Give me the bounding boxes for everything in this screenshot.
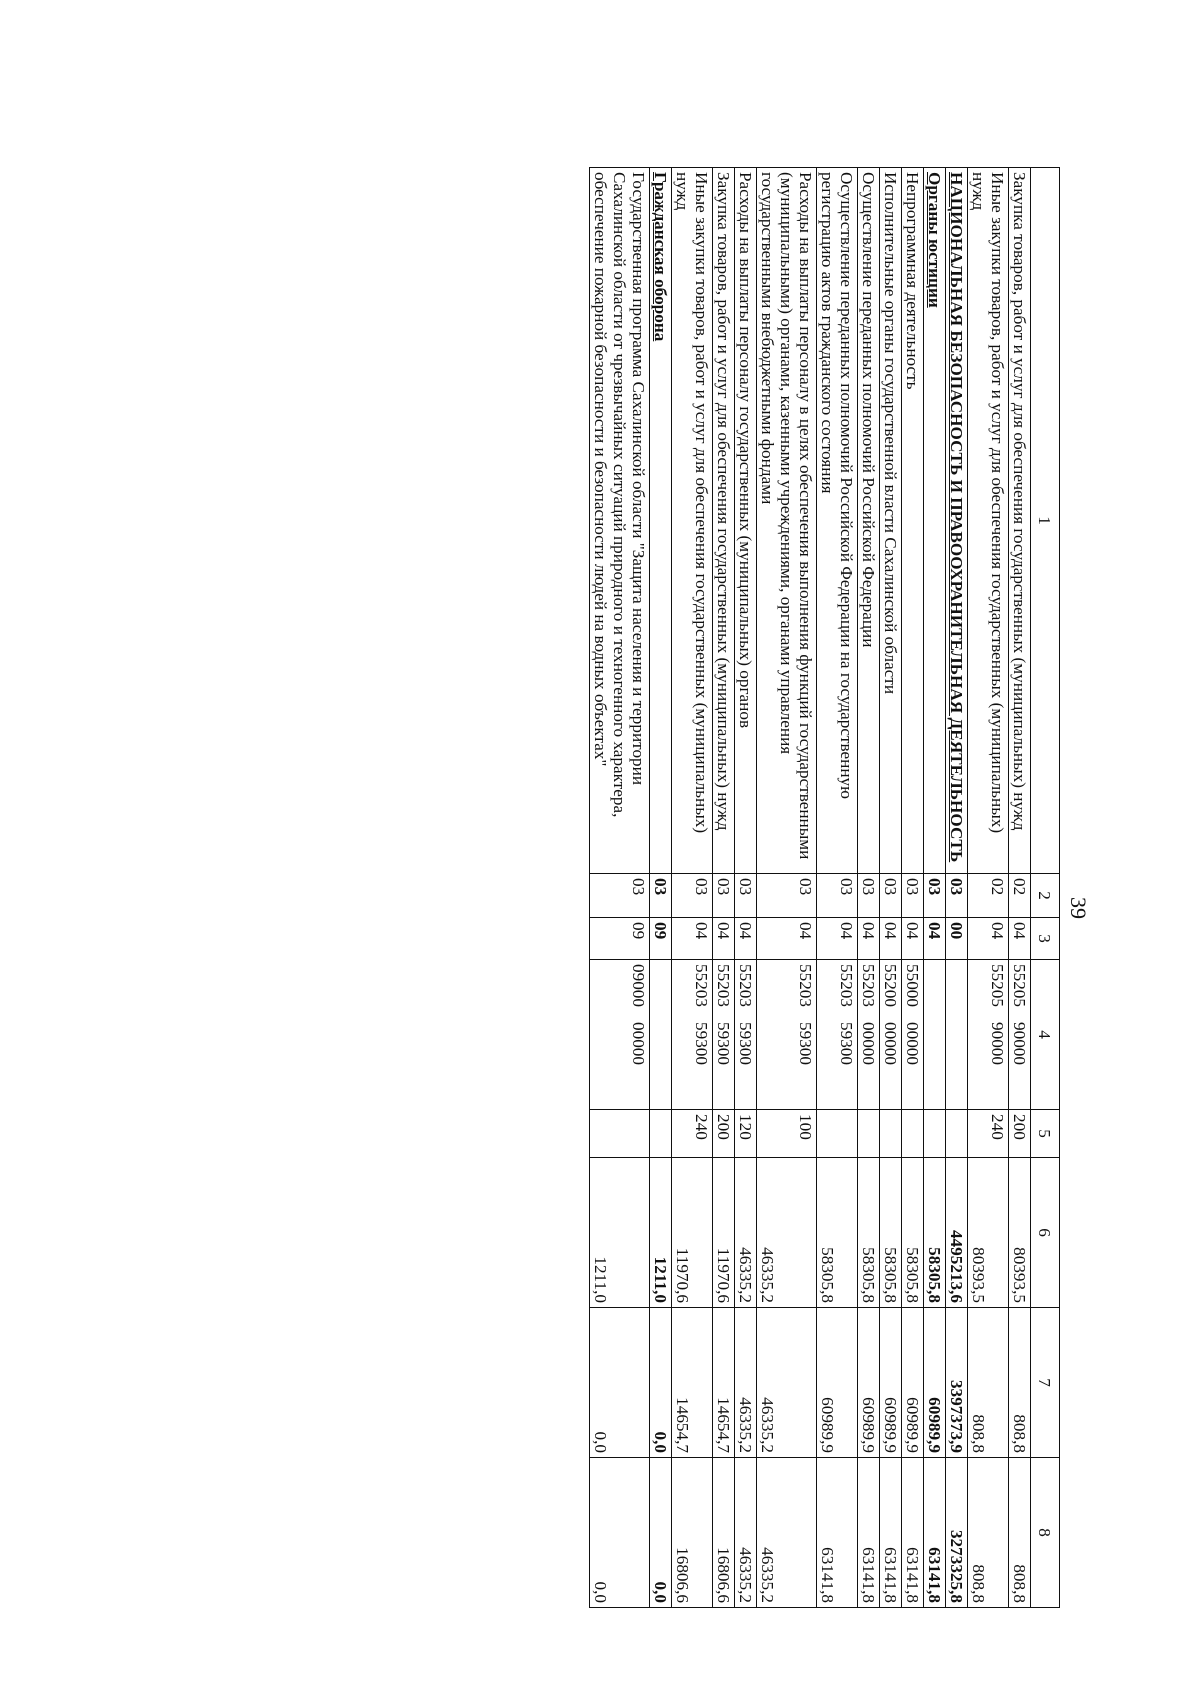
amount-col-8: 46335,2 (735, 1458, 757, 1608)
target-article-code (817, 960, 858, 1110)
section-code: 03 (946, 874, 968, 918)
amount-col-7: 14654,7 (672, 1308, 713, 1458)
section-code: 03 (735, 874, 757, 918)
target-article-code (946, 960, 968, 1110)
target-article-code (968, 960, 1009, 1110)
amount-col-6: 58305,8 (880, 1158, 902, 1308)
budget-table (589, 167, 1060, 1608)
subsection-code: 04 (858, 918, 880, 960)
target-article-code (902, 960, 924, 1110)
amount-col-6: 4495213,6 (946, 1158, 968, 1308)
column-header: 5 (1031, 1110, 1060, 1158)
expense-type-code: 100 (757, 1110, 817, 1158)
target-article-code (757, 960, 817, 1110)
expense-type-code (924, 1110, 946, 1158)
amount-col-8: 63141,8 (902, 1458, 924, 1608)
amount-col-6: 58305,8 (902, 1158, 924, 1308)
target-article-part-b: 00000 (881, 1022, 900, 1065)
amount-col-8: 16806,6 (672, 1458, 713, 1608)
section-code: 03 (672, 874, 713, 918)
subsection-code: 04 (672, 918, 713, 960)
target-article-part-a: 55200 (881, 964, 900, 1007)
amount-col-7: 0,0 (590, 1308, 650, 1458)
row-name: Государственная программа Сахалинской области "Защита населения и территории Сахалинской области от чрезвычайных ситуаций природного и техногенного характера, обеспечение пожарной безопасности и безопасности людей на водных объектах" (590, 168, 650, 874)
amount-col-7: 60989,9 (880, 1308, 902, 1458)
target-article-code (735, 960, 757, 1110)
subsection-code: 04 (880, 918, 902, 960)
target-article-part-b: 00000 (859, 1022, 878, 1065)
target-article-part-a: 55203 (692, 964, 711, 1007)
target-article-part-b: 59300 (736, 1022, 755, 1065)
row-name: Иные закупки товаров, работ и услуг для обеспечения государственных (муниципальных) нужд (968, 168, 1009, 874)
target-article-part-a: 09000 (629, 964, 648, 1007)
table-row (735, 168, 757, 1608)
amount-col-7: 808,8 (968, 1308, 1009, 1458)
expense-type-code: 200 (1009, 1110, 1031, 1158)
expense-type-code (880, 1110, 902, 1158)
target-article-part-b: 00000 (629, 1022, 648, 1065)
row-name: Гражданская оборона (650, 168, 672, 874)
row-name: Расходы на выплаты персоналу в целях обеспечения выполнения функций государственными (муниципальными) органами, казенными учреждениями, органами управления государственными внебюджетными фондами (757, 168, 817, 874)
target-article-code (590, 960, 650, 1110)
amount-col-8: 63141,8 (880, 1458, 902, 1608)
expense-type-code (902, 1110, 924, 1158)
expense-type-code: 240 (968, 1110, 1009, 1158)
subsection-code: 04 (817, 918, 858, 960)
table-row (590, 168, 650, 1608)
table-row (880, 168, 902, 1608)
page-number: 39 (1066, 897, 1091, 919)
target-article-code (858, 960, 880, 1110)
expense-type-code (590, 1110, 650, 1158)
target-article-part-a: 55205 (1010, 964, 1029, 1007)
amount-col-7: 0,0 (650, 1308, 672, 1458)
section-code: 03 (757, 874, 817, 918)
amount-col-6: 1211,0 (650, 1158, 672, 1308)
target-article-part-a: 55203 (736, 964, 755, 1007)
amount-col-6: 80393,5 (1009, 1158, 1031, 1308)
column-header: 3 (1031, 918, 1060, 960)
target-article-code (924, 960, 946, 1110)
expense-type-code (946, 1110, 968, 1158)
amount-col-6: 46335,2 (757, 1158, 817, 1308)
expense-type-code (817, 1110, 858, 1158)
amount-col-8: 46335,2 (757, 1458, 817, 1608)
amount-col-6: 80393,5 (968, 1158, 1009, 1308)
subsection-code: 04 (902, 918, 924, 960)
target-article-part-b: 59300 (796, 1022, 815, 1065)
target-article-code (650, 960, 672, 1110)
subsection-code: 09 (590, 918, 650, 960)
expense-type-code: 240 (672, 1110, 713, 1158)
column-header: 1 (1031, 168, 1060, 874)
amount-col-7: 60989,9 (902, 1308, 924, 1458)
table-row (946, 168, 968, 1608)
target-article-part-a: 55203 (837, 964, 856, 1007)
section-code: 02 (968, 874, 1009, 918)
target-article-part-a: 55203 (714, 964, 733, 1007)
target-article-part-b: 59300 (837, 1022, 856, 1065)
amount-col-8: 63141,8 (924, 1458, 946, 1608)
section-code: 03 (902, 874, 924, 918)
subsection-code: 04 (757, 918, 817, 960)
amount-col-8: 16806,6 (713, 1458, 735, 1608)
section-code: 03 (924, 874, 946, 918)
row-name: Иные закупки товаров, работ и услуг для обеспечения государственных (муниципальных) нужд (672, 168, 713, 874)
column-header: 6 (1031, 1158, 1060, 1308)
amount-col-7: 60989,9 (858, 1308, 880, 1458)
amount-col-6: 46335,2 (735, 1158, 757, 1308)
table-row (713, 168, 735, 1608)
subsection-code: 04 (735, 918, 757, 960)
budget-table-container (142, 167, 1060, 1607)
subsection-code: 04 (968, 918, 1009, 960)
table-row (902, 168, 924, 1608)
subsection-code: 00 (946, 918, 968, 960)
amount-col-6: 11970,6 (713, 1158, 735, 1308)
amount-col-8: 63141,8 (858, 1458, 880, 1608)
table-row (817, 168, 858, 1608)
amount-col-6: 58305,8 (858, 1158, 880, 1308)
row-name: Расходы на выплаты персоналу государственных (муниципальных) органов (735, 168, 757, 874)
target-article-part-a: 55203 (859, 964, 878, 1007)
section-code: 02 (1009, 874, 1031, 918)
target-article-code (672, 960, 713, 1110)
row-name: Закупка товаров, работ и услуг для обеспечения государственных (муниципальных) нужд (1009, 168, 1031, 874)
table-body (590, 168, 1031, 1608)
amount-col-7: 46335,2 (757, 1308, 817, 1458)
target-article-part-b: 00000 (903, 1022, 922, 1065)
column-header: 4 (1031, 960, 1060, 1110)
target-article-part-b: 90000 (1010, 1022, 1029, 1065)
row-name: Закупка товаров, работ и услуг для обеспечения государственных (муниципальных) нужд (713, 168, 735, 874)
amount-col-7: 46335,2 (735, 1308, 757, 1458)
expense-type-code (650, 1110, 672, 1158)
table-row (858, 168, 880, 1608)
target-article-code (1009, 960, 1031, 1110)
row-name: Осуществление переданных полномочий Российской Федерации на государственную регистрацию актов гражданского состояния (817, 168, 858, 874)
target-article-part-b: 59300 (692, 1022, 711, 1065)
target-article-part-a: 55203 (796, 964, 815, 1007)
amount-col-7: 60989,9 (817, 1308, 858, 1458)
amount-col-6: 58305,8 (817, 1158, 858, 1308)
column-header: 2 (1031, 874, 1060, 918)
section-code: 03 (858, 874, 880, 918)
section-code: 03 (713, 874, 735, 918)
target-article-part-b: 90000 (988, 1022, 1007, 1065)
amount-col-7: 808,8 (1009, 1308, 1031, 1458)
section-code: 03 (880, 874, 902, 918)
row-name: Исполнительные органы государственной власти Сахалинской области (880, 168, 902, 874)
amount-col-8: 63141,8 (817, 1458, 858, 1608)
subsection-code: 09 (650, 918, 672, 960)
expense-type-code (858, 1110, 880, 1158)
amount-col-6: 58305,8 (924, 1158, 946, 1308)
expense-type-code: 120 (735, 1110, 757, 1158)
amount-col-6: 1211,0 (590, 1158, 650, 1308)
table-row (650, 168, 672, 1608)
subsection-code: 04 (1009, 918, 1031, 960)
target-article-part-b: 59300 (714, 1022, 733, 1065)
target-article-part-a: 55000 (903, 964, 922, 1007)
amount-col-8: 0,0 (650, 1458, 672, 1608)
table-row (924, 168, 946, 1608)
amount-col-8: 0,0 (590, 1458, 650, 1608)
amount-col-8: 808,8 (1009, 1458, 1031, 1608)
row-name: Непрограммная деятельность (902, 168, 924, 874)
subsection-code: 04 (713, 918, 735, 960)
column-header: 7 (1031, 1308, 1060, 1458)
row-name: НАЦИОНАЛЬНАЯ БЕЗОПАСНОСТЬ И ПРАВООХРАНИТЕЛЬНАЯ ДЕЯТЕЛЬНОСТЬ (946, 168, 968, 874)
amount-col-8: 3273325,8 (946, 1458, 968, 1608)
amount-col-6: 11970,6 (672, 1158, 713, 1308)
row-name: Органы юстиции (924, 168, 946, 874)
column-header: 8 (1031, 1458, 1060, 1608)
target-article-code (713, 960, 735, 1110)
target-article-code (880, 960, 902, 1110)
amount-col-7: 14654,7 (713, 1308, 735, 1458)
target-article-part-a: 55205 (988, 964, 1007, 1007)
table-row (672, 168, 713, 1608)
amount-col-8: 808,8 (968, 1458, 1009, 1608)
subsection-code: 04 (924, 918, 946, 960)
section-code: 03 (590, 874, 650, 918)
table-row (968, 168, 1009, 1608)
amount-col-7: 3397373,9 (946, 1308, 968, 1458)
expense-type-code: 200 (713, 1110, 735, 1158)
table-row (1009, 168, 1031, 1608)
table-row (757, 168, 817, 1608)
section-code: 03 (817, 874, 858, 918)
header-row (1031, 168, 1060, 1608)
row-name: Осуществление переданных полномочий Российской Федерации (858, 168, 880, 874)
section-code: 03 (650, 874, 672, 918)
amount-col-7: 60989,9 (924, 1308, 946, 1458)
